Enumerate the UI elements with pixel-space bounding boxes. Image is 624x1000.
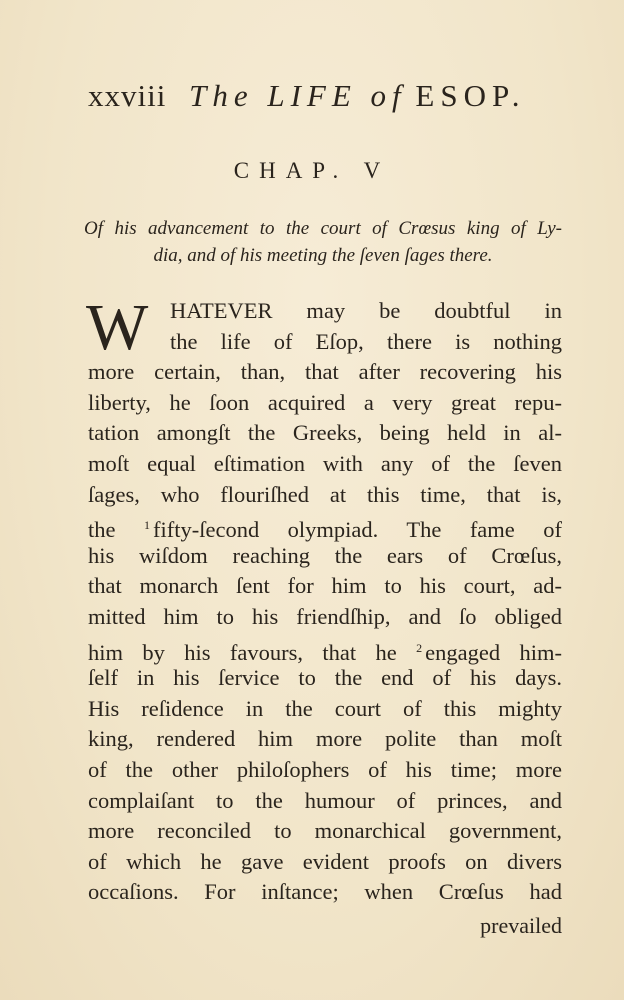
text-line: more certain, than, that after recovering his [88, 359, 562, 385]
text-line: His reſidence in the court of this mighty [88, 695, 562, 721]
footnote-marker-1: 1 [143, 518, 150, 533]
text-fragment: the [88, 517, 116, 543]
running-title-caps: ESOP. [415, 78, 526, 113]
text-line: ſages, who flouriſhed at this time, that is, [88, 481, 562, 507]
text-line: that monarch ſent for him to his court, ad- [88, 573, 562, 599]
chapter-heading: CHAP. V [233, 158, 391, 183]
text-line: of the other philoſophers of his time; more [88, 756, 562, 782]
summary-line-1: Of his advancement to the court of Crœsus king of Ly- [84, 218, 562, 239]
text-line: of which he gave evident proofs on divers [88, 848, 562, 874]
text-line: HATEVER may be doubtful in [170, 298, 562, 323]
chapter-summary [84, 215, 562, 269]
page-number: xxviii [88, 78, 167, 113]
text-line: ſelf in his ſervice to the end of his days. [88, 665, 562, 691]
text-line: complaiſant to the humour of princes, and [88, 787, 562, 813]
text-line: tation amongſt the Greeks, being held in al- [88, 420, 562, 446]
running-title-italic: The LIFE of [189, 78, 407, 113]
text-fragment: engaged him- [425, 639, 562, 665]
text-line: mitted him to his friendſhip, and ſo obliged [88, 603, 562, 629]
body-text [86, 291, 563, 908]
text-line: moſt equal eſtimation with any of the ſeven [88, 450, 562, 476]
footnote-marker-2: 2 [416, 640, 423, 655]
summary-line-2: dia, and of his meeting the ſeven ſages there. [153, 245, 493, 266]
text-line: king, rendered him more polite than moſt [88, 726, 562, 752]
text-fragment: him by his favours, that he [88, 639, 397, 665]
text-line [88, 633, 562, 664]
text-fragment: fifty-ſecond olympiad. The fame of [152, 517, 563, 543]
running-head [88, 78, 558, 114]
text-line: occaſions. For inſtance; when Crœſus had [88, 879, 562, 905]
text-line: more reconciled to monarchical government, [88, 818, 562, 844]
catchword: prevailed [480, 913, 562, 938]
text-line: the life of Eſop, there is nothing [170, 328, 562, 354]
text-line: his wiſdom reaching the ears of Crœſus, [88, 542, 562, 568]
text-line [88, 510, 562, 541]
drop-cap: W [86, 291, 149, 364]
text-line: liberty, he ſoon acquired a very great repu- [88, 389, 562, 415]
